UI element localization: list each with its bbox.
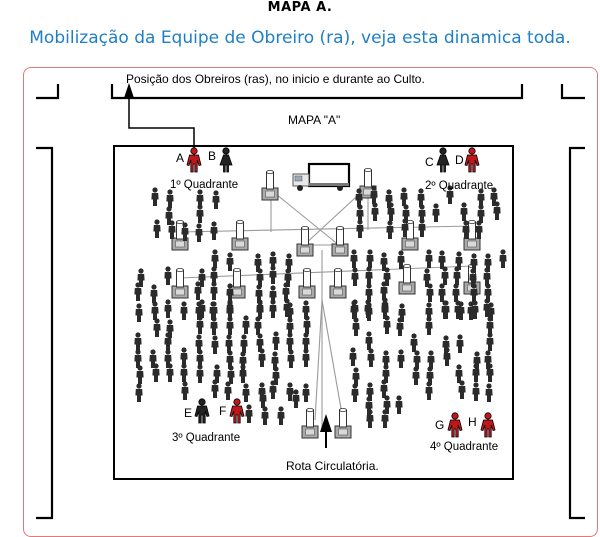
person-icon	[153, 219, 160, 238]
person-icon	[367, 348, 374, 367]
person-icon	[153, 318, 160, 337]
person-icon	[210, 316, 217, 335]
person-icon	[164, 332, 171, 351]
letter-h: H	[468, 415, 477, 429]
person-icon	[196, 204, 203, 223]
person-icon	[349, 347, 356, 366]
person-icon	[164, 299, 171, 318]
top-note: Posição dos Obreiros (ras), no inicio e durante ao Culto.	[126, 72, 425, 86]
person-icon	[413, 350, 420, 369]
person-icon	[256, 299, 263, 318]
person-icon	[412, 366, 419, 385]
worker-c	[437, 148, 449, 172]
letter-d: D	[455, 153, 464, 167]
map-label: MAPA "A"	[288, 113, 341, 127]
person-icon	[254, 316, 261, 335]
person-icon	[196, 364, 203, 383]
person-icon	[269, 265, 276, 284]
person-icon	[225, 334, 232, 353]
person-icon	[210, 281, 217, 300]
person-icon	[151, 301, 158, 320]
person-icon	[150, 284, 157, 303]
letter-e: E	[184, 406, 193, 420]
person-icon	[166, 363, 173, 382]
person-icon	[365, 266, 372, 285]
person-icon	[366, 409, 373, 428]
person-icon	[453, 266, 460, 285]
person-icon	[443, 347, 450, 366]
person-icon	[180, 363, 187, 382]
person-icon	[486, 363, 493, 382]
person-icon	[485, 383, 492, 402]
quadrant-2-label: 2º Quadrante	[425, 180, 494, 192]
page-title: MAPA A.	[267, 0, 333, 15]
person-icon	[441, 266, 448, 285]
worker-b	[220, 148, 232, 172]
person-icon	[269, 380, 276, 399]
person-icon	[486, 316, 493, 335]
person-icon	[356, 219, 363, 238]
quadrant-4-label: 4º Quadrante	[430, 441, 499, 453]
person-icon	[418, 218, 425, 237]
worker-g	[448, 413, 462, 437]
person-icon	[370, 185, 377, 204]
person-icon	[210, 221, 217, 240]
letter-f: F	[219, 404, 227, 418]
person-icon	[245, 404, 252, 423]
person-icon	[164, 266, 171, 285]
person-icon	[226, 316, 233, 335]
person-icon	[151, 187, 158, 206]
person-icon	[180, 347, 187, 366]
person-icon	[355, 188, 362, 207]
person-icon	[181, 381, 188, 400]
person-icon	[493, 201, 500, 220]
audience-people	[134, 185, 506, 428]
person-icon	[136, 365, 143, 384]
person-icon	[432, 203, 439, 222]
worker-a	[187, 148, 201, 172]
person-icon	[227, 365, 234, 384]
person-icon	[438, 250, 445, 269]
person-icon	[135, 303, 142, 322]
letter-a: A	[176, 151, 185, 165]
person-icon	[472, 363, 479, 382]
person-icon	[483, 267, 490, 286]
person-icon	[486, 332, 493, 351]
person-icon	[277, 406, 284, 425]
person-icon	[195, 223, 202, 242]
person-icon	[366, 249, 373, 268]
person-icon	[458, 380, 465, 399]
person-icon	[258, 348, 265, 367]
person-icon	[256, 268, 263, 287]
person-icon	[239, 364, 246, 383]
person-icon	[211, 249, 218, 268]
person-icon	[134, 332, 141, 351]
person-icon	[134, 282, 141, 301]
person-icon	[410, 333, 417, 352]
person-icon	[381, 409, 388, 428]
person-icon	[350, 249, 357, 268]
person-icon	[426, 283, 433, 302]
letter-b: B	[208, 149, 217, 163]
person-icon	[371, 202, 378, 221]
person-icon	[425, 249, 432, 268]
person-icon	[302, 383, 309, 402]
person-icon	[365, 283, 372, 302]
person-icon	[380, 281, 387, 300]
person-icon	[134, 349, 141, 368]
person-icon	[395, 395, 402, 414]
person-icon	[259, 389, 266, 408]
truck-icon	[293, 164, 349, 191]
person-icon	[269, 299, 276, 318]
person-icon	[352, 317, 359, 336]
hall-walls	[36, 84, 585, 518]
person-icon	[351, 383, 358, 402]
person-icon	[292, 389, 299, 408]
stations	[172, 168, 480, 438]
person-icon	[365, 302, 372, 321]
person-icon	[135, 383, 142, 402]
person-icon	[302, 332, 309, 351]
person-icon	[286, 382, 293, 401]
person-icon	[365, 331, 372, 350]
person-icon	[152, 363, 159, 382]
person-icon	[286, 332, 293, 351]
person-icon	[427, 350, 434, 369]
person-icon	[499, 249, 506, 268]
person-icon	[168, 220, 175, 239]
person-icon	[452, 283, 459, 302]
person-icon	[240, 334, 247, 353]
person-icon	[242, 383, 249, 402]
person-icon	[472, 382, 479, 401]
person-icon	[387, 202, 394, 221]
person-icon	[196, 315, 203, 334]
person-icon	[272, 331, 279, 350]
person-icon	[180, 301, 187, 320]
worker-d	[465, 148, 479, 172]
worker-e	[195, 399, 209, 423]
person-icon	[397, 349, 404, 368]
person-icon	[380, 379, 387, 398]
person-icon	[456, 334, 463, 353]
person-icon	[211, 379, 218, 398]
person-icon	[287, 349, 294, 368]
person-icon	[475, 220, 482, 239]
quadrant-1-label: 1º Quadrante	[170, 179, 239, 191]
person-icon	[261, 406, 268, 425]
person-icon	[460, 202, 467, 221]
person-icon	[477, 204, 484, 223]
worker-h	[481, 413, 495, 437]
person-icon	[351, 267, 358, 286]
letter-c: C	[425, 155, 434, 169]
person-icon	[302, 348, 309, 367]
person-icon	[211, 335, 218, 354]
person-icon	[400, 187, 407, 206]
person-icon	[352, 367, 359, 386]
person-icon	[194, 281, 201, 300]
person-icon	[282, 282, 289, 301]
person-icon	[425, 316, 432, 335]
person-icon	[383, 315, 390, 334]
person-icon	[386, 220, 393, 239]
person-icon	[226, 299, 233, 318]
person-icon	[212, 190, 219, 209]
person-icon	[166, 189, 173, 208]
person-icon	[226, 252, 233, 271]
person-icon	[303, 315, 310, 334]
person-icon	[455, 364, 462, 383]
page-subtitle: Mobilização da Equipe de Obreiro (ra), veja esta dinamica toda.	[29, 28, 571, 48]
person-icon	[226, 283, 233, 302]
worker-f	[230, 399, 244, 423]
route-label: Rota Circulatória.	[286, 459, 379, 473]
person-icon	[470, 283, 477, 302]
person-icon	[425, 381, 432, 400]
person-icon	[242, 315, 249, 334]
person-icon	[417, 188, 424, 207]
person-icon	[224, 381, 231, 400]
quadrant-3-label: 3º Quadrante	[172, 432, 241, 444]
person-icon	[438, 283, 445, 302]
letter-g: G	[435, 418, 445, 432]
person-icon	[396, 317, 403, 336]
